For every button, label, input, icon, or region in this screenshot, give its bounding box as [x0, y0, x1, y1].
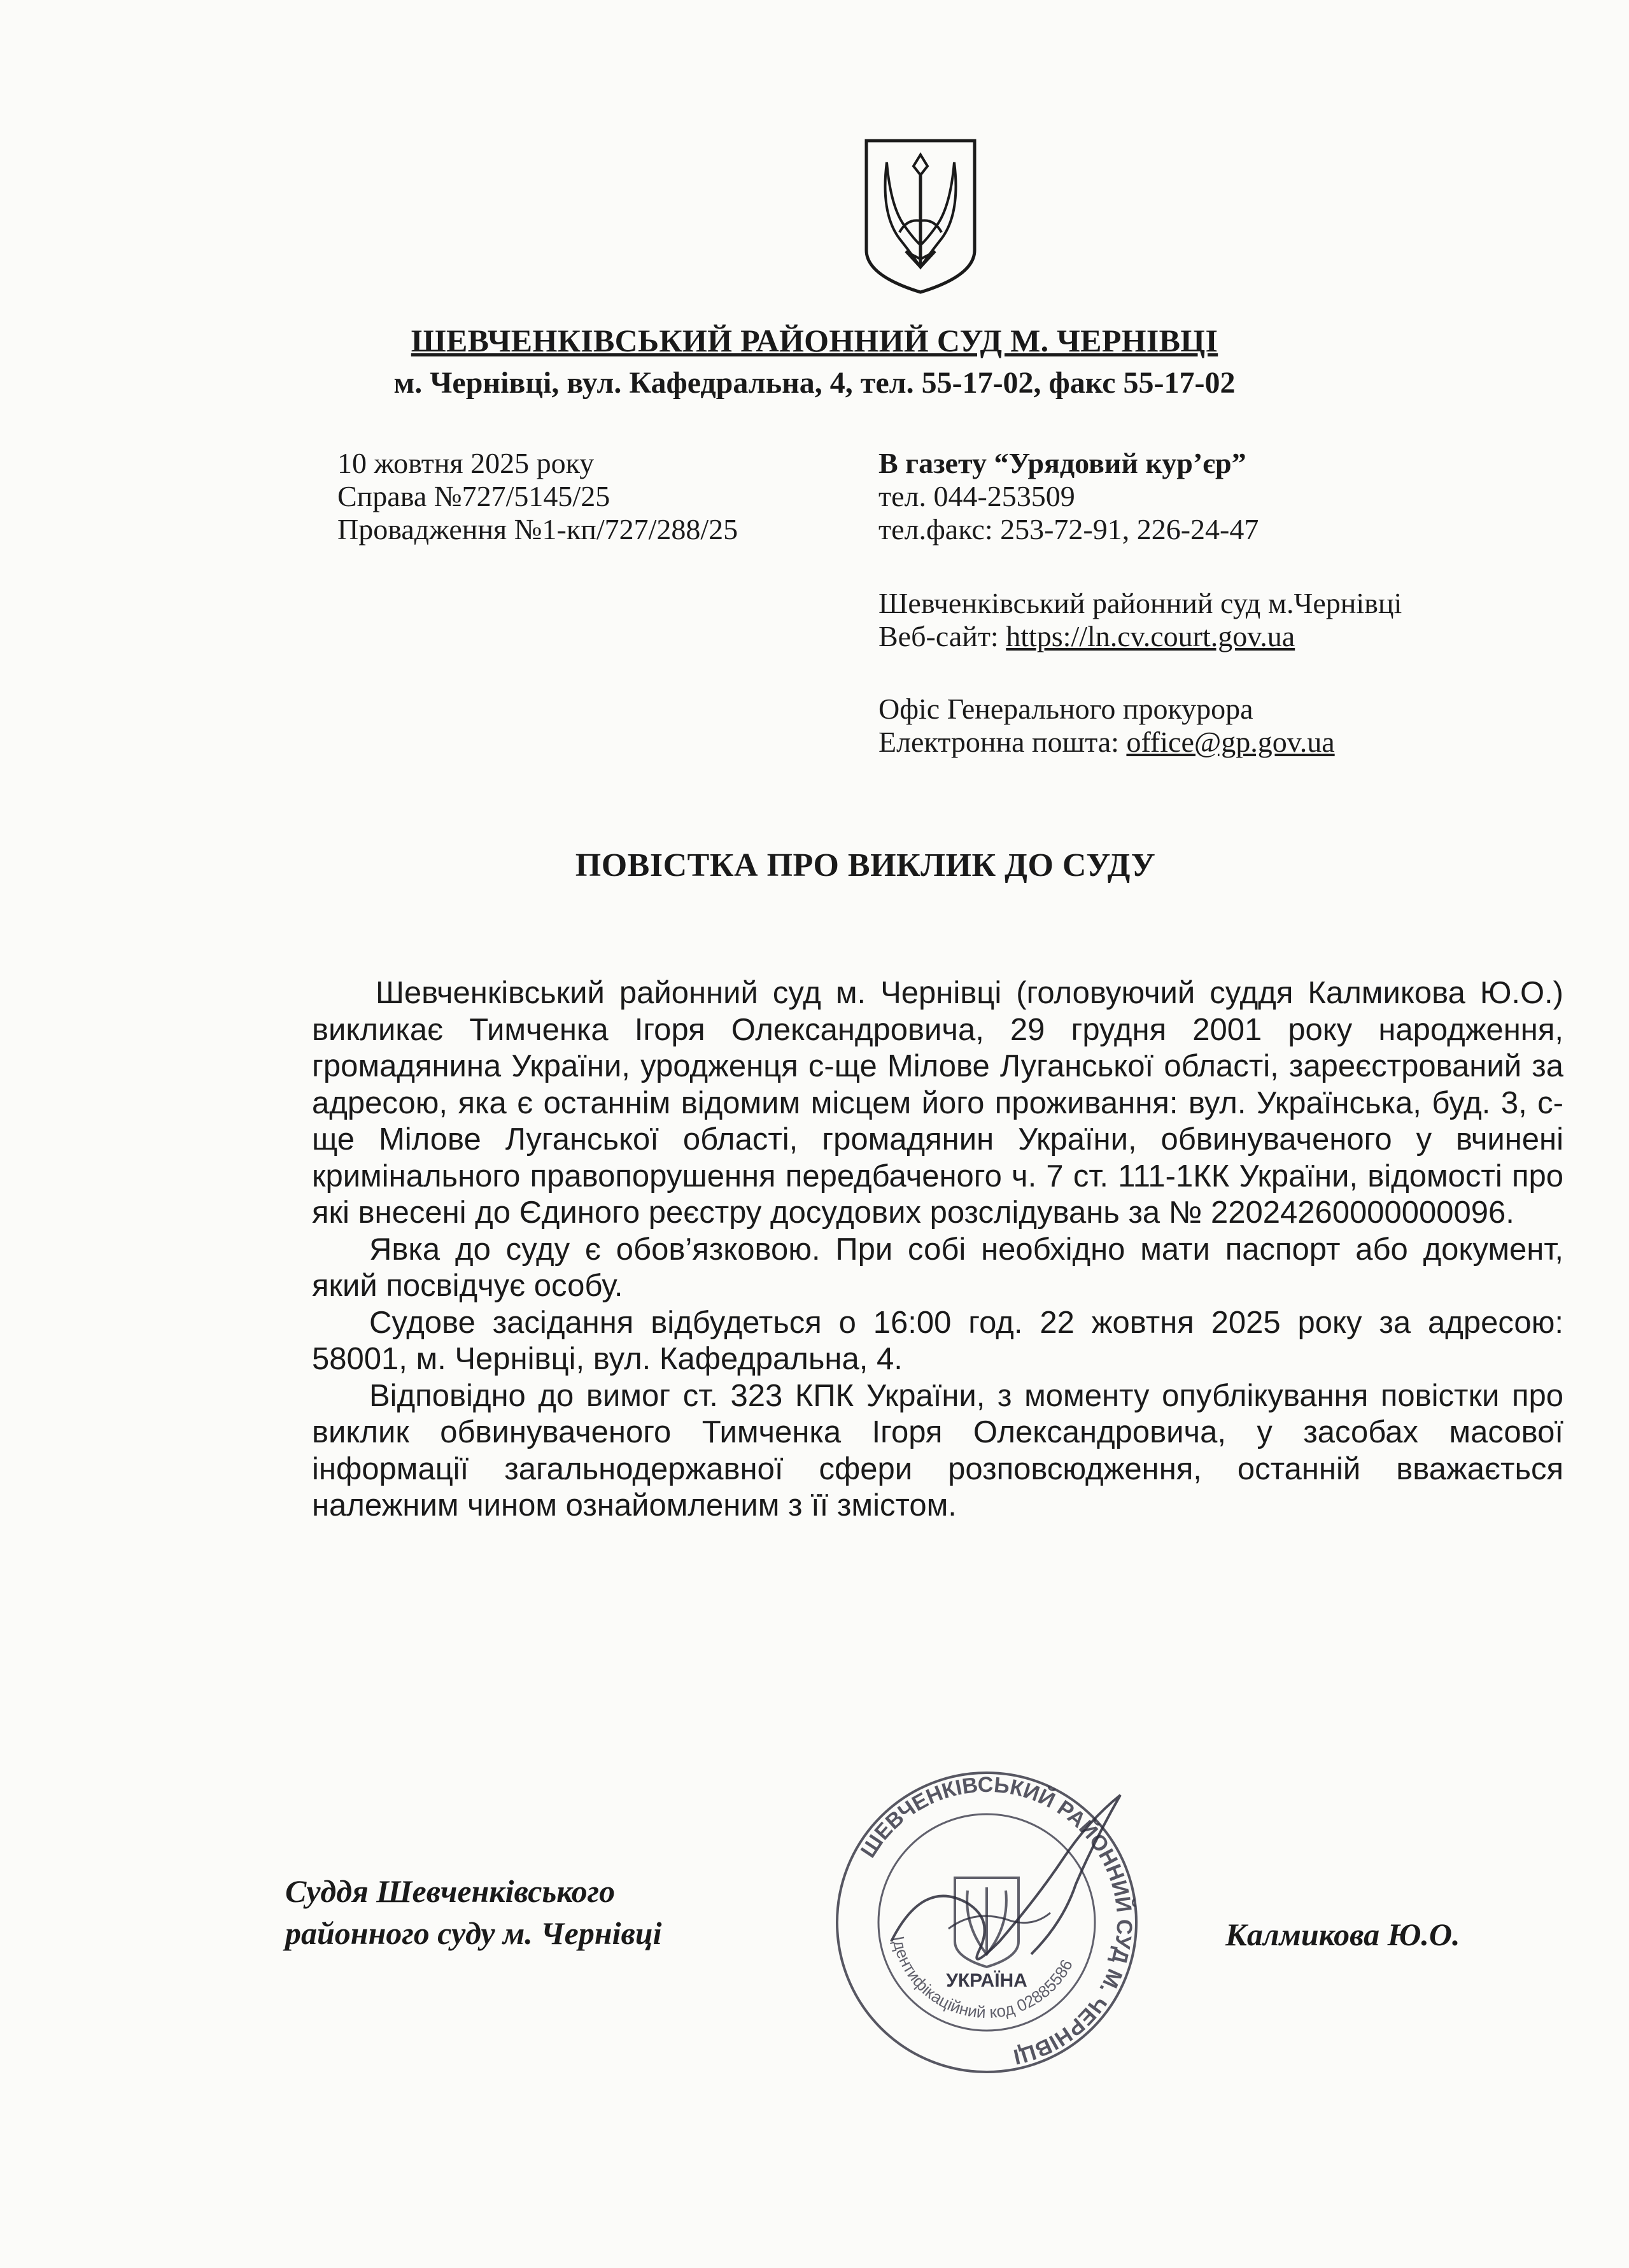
judge-title	[285, 1870, 662, 1954]
proceeding-number: Провадження №1-кп/727/288/25	[337, 513, 738, 546]
stamp-inner-text: Ідентифікаційний код 02885586	[888, 1934, 1076, 2022]
judge-title-line: Суддя Шевченківського	[285, 1873, 616, 1909]
handwritten-signature	[872, 1782, 1139, 1999]
newspaper-phone-fax: тел.факс: 253-72-91, 226-24-47	[878, 513, 1259, 546]
document-title: ПОВІСТКА ПРО ВИКЛИК ДО СУДУ	[575, 847, 1156, 884]
case-info-block	[337, 447, 738, 546]
court-address: м. Чернівці, вул. Кафедральна, 4, тел. 55-17-02, факс 55-17-02	[393, 366, 1236, 400]
email-label: Електронна пошта:	[878, 726, 1119, 758]
body-paragraph: Явка до суду є обов’язковою. При собі необхідно мати паспорт або документ, який посвідчує особу.	[312, 1232, 1563, 1303]
recipients-block	[878, 447, 1402, 759]
website-label: Веб-сайт:	[878, 620, 999, 652]
summons-body	[312, 975, 1563, 1525]
email-link[interactable]: office@gp.gov.ua	[1126, 726, 1335, 758]
stamp-country: УКРАЇНА	[946, 1970, 1027, 1991]
body-paragraph: Шевченківський районний суд м. Чернівці (головуючий суддя Калмикова Ю.О.) викликає Тимченка Ігоря Олександровича, 29 грудня 2001 року народження, громадянина України, уродженця с-ще Мілове Луганської області, зареєстрований за адресою, яка є останнім відомим місцем його проживання: вул. Українська, буд. 3, с-ще Мілове Луганської області, громадянин України, обвинуваченого у вчинені кримінального правопорушення передбаченого ч. 7 ст. 111-1КК України, відомості про які внесені до Єдиного реєстру досудових розслідувань за № 22024260000000096.	[312, 976, 1563, 1230]
trident-emblem-icon	[861, 137, 980, 296]
judge-title-line: районного суду м. Чернівці	[285, 1915, 662, 1951]
prosecutor-email-line	[878, 726, 1402, 759]
website-link[interactable]: https://ln.cv.court.gov.ua	[1006, 620, 1295, 652]
stamp-outer-text: ШЕВЧЕНКІВСЬКИЙ РАЙОННИЙ СУД М. ЧЕРНІВЦІ	[856, 1772, 1137, 2069]
newspaper-recipient: В газету “Урядовий кур’єр”	[878, 447, 1246, 479]
body-paragraph: Відповідно до вимог ст. 323 КПК України, з моменту опублікування повістки про виклик обвинуваченого Тимченка Ігоря Олександровича, у засобах масової інформації загальнодержавної сфери розповсюдження, останній вважається належним чином ознайомленим з її змістом.	[312, 1378, 1563, 1523]
case-number: Справа №727/5145/25	[337, 480, 610, 512]
prosecutor-recipient: Офіс Генерального прокурора	[878, 693, 1253, 725]
newspaper-phone: тел. 044-253509	[878, 480, 1075, 512]
court-recipient: Шевченківський районний суд м.Чернівці	[878, 587, 1402, 619]
court-website-line	[878, 620, 1402, 653]
court-name: ШЕВЧЕНКІВСЬКИЙ РАЙОННИЙ СУД М. ЧЕРНІВЦІ	[411, 323, 1218, 358]
document-date: 10 жовтня 2025 року	[337, 447, 595, 479]
body-paragraph: Судове засідання відбудеться о 16:00 год. 22 жовтня 2025 року за адресою: 58001, м. Чернівці, вул. Кафедральна, 4.	[312, 1305, 1563, 1376]
judge-name: Калмикова Ю.О.	[1225, 1917, 1460, 1952]
